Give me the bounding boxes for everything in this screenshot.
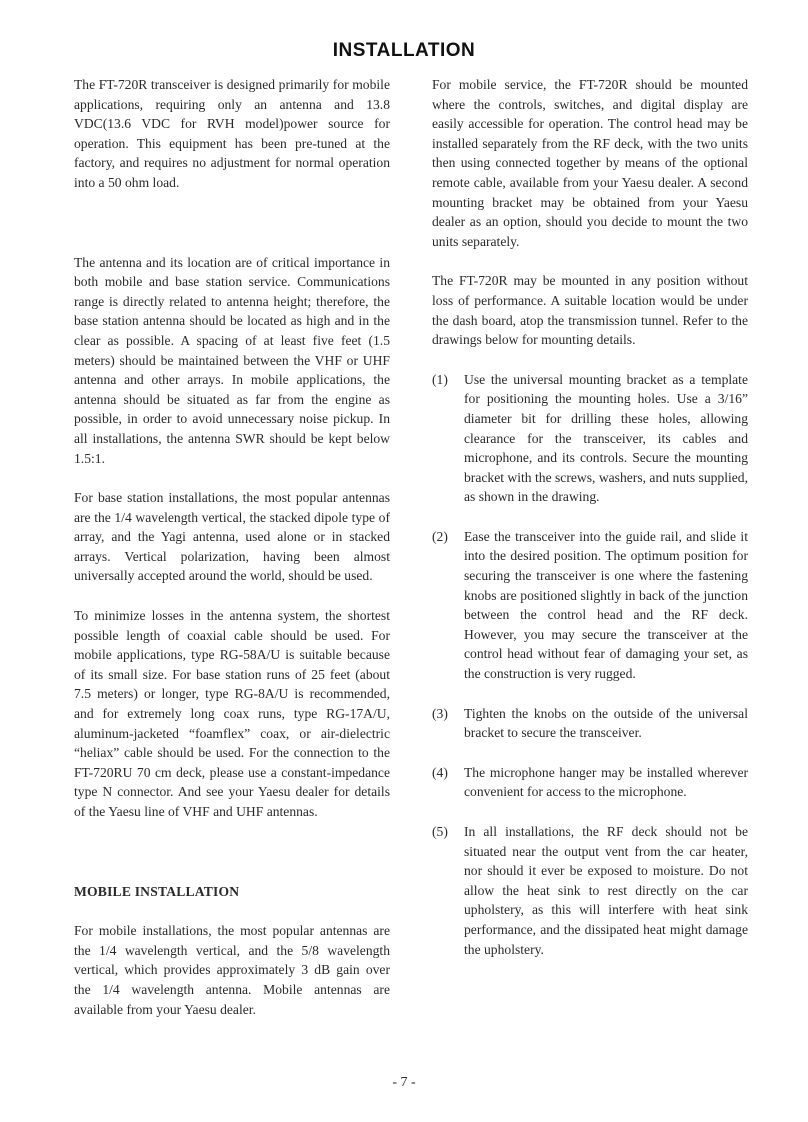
left-column [74, 75, 390, 1019]
list-item-text: In all installations, the RF deck should not be situated near the output vent from the car heater, nor should it ever be exposed to moisture. Do not allow the heat sink to rest directly on the car upholstery, as this will interfere with heat sink performance, and the dissipated heat might damage the upholstery. [464, 824, 748, 957]
list-item-number: (4) [432, 764, 448, 780]
list-item [432, 763, 748, 802]
list-item-text: Ease the transceiver into the guide rail, and slide it into the desired position. The optimum position for securing the transceiver is one where the fastening knobs are positioned slightly in back of the junction between the control head and the RF deck. However, you may secure the transceiver at the control head without fear of damaging your set, as the construction is very rugged. [464, 528, 748, 682]
page-number: - 7 - [392, 1075, 416, 1090]
mobile-installation-heading: MOBILE INSTALLATION [74, 883, 240, 899]
intro-paragraph: The FT-720R transceiver is designed primarily for mobile applications, requiring only an antenna and 13.8 VDC(13.6 VDC for RVH model)power source for operation. This equipment has been pre-tuned at the factory, and requires no adjustment for normal operation into a 50 ohm load. [74, 77, 390, 190]
list-item [432, 704, 748, 743]
right-column [432, 75, 748, 959]
list-item-text: Tighten the knobs on the outside of the universal bracket to secure the transceiver. [464, 705, 748, 741]
list-item-number: (3) [432, 705, 448, 721]
base-station-paragraph: For base station installations, the most popular antennas are the 1/4 wavelength vertical, the stacked dipole type of array, and the Yagi antenna, used alone or in stacked arrays. Vertical polarization, having been almost universally accepted around the world, should be used. [74, 490, 390, 584]
mobile-antenna-paragraph: For mobile installations, the most popular antennas are the 1/4 wavelength vertical, and the 5/8 wavelength vertical, which provides approximately 3 dB gain over the 1/4 wavelength antenna. Mobile antennas are available from your Yaesu dealer. [74, 923, 390, 1017]
list-item-number: (5) [432, 824, 448, 839]
list-item-text: The microphone hanger may be installed wherever convenient for access to the microphone. [464, 764, 748, 800]
mounting-paragraph: The FT-720R may be mounted in any position without loss of performance. A suitable location would be under the dash board, atop the transmission tunnel. Refer to the drawings below for mounting details. [432, 273, 748, 348]
list-item [432, 370, 748, 507]
mobile-service-paragraph: For mobile service, the FT-720R should be mounted where the controls, switches, and digital display are easily accessible for operation. The control head may be installed separately from the RF deck, with the two units then using connected together by means of the optional remote cable, available from your Yaesu dealer. A second mounting bracket may be obtained from your Yaesu dealer as an option, should you decide to mount the two units separately. [432, 77, 748, 249]
list-item-number: (1) [432, 371, 448, 387]
list-item [432, 822, 748, 959]
list-item-text: Use the universal mounting bracket as a template for positioning the mounting holes. Use a 3/16” diameter bit for drilling these holes, allowing clearance for the transceiver, its cables and microphone, and its controls. Secure the mounting bracket with the screws, washers, and nuts supplied, as shown in the drawing. [464, 371, 748, 505]
list-item-number: (2) [432, 528, 448, 544]
coax-paragraph: To minimize losses in the antenna system, the shortest possible length of coaxial cable should be used. For mobile applications, type RG-58A/U is suitable because of its small size. For base station runs of 25 feet (about 7.5 meters) or longer, type RG-8A/U is recommended, and for extremely long coax runs, type RG-17A/U, aluminum-jacketed “foamflex” coax, or air-dielectric “heliax” cable should be used. For the connection to the FT-720RU 70 cm deck, please use a constant-impedance type N connector. And see your Yaesu dealer for details of the Yaesu line of VHF and UHF antennas. [74, 608, 390, 819]
page-title: INSTALLATION [332, 40, 476, 61]
list-item [432, 527, 748, 684]
antenna-paragraph: The antenna and its location are of critical importance in both mobile and base station service. Communications range is directly related to antenna height; therefore, the base station antenna should be located as high and in the clear as possible. A spacing of at least five feet (1.5 meters) should be maintained between the VHF or UHF antenna and other arrays. In mobile applications, the antenna should be situated as far from the engine as possible, in order to avoid unnecessary noise pickup. In all installations, the antenna SWR should be kept below 1.5:1. [74, 254, 390, 466]
